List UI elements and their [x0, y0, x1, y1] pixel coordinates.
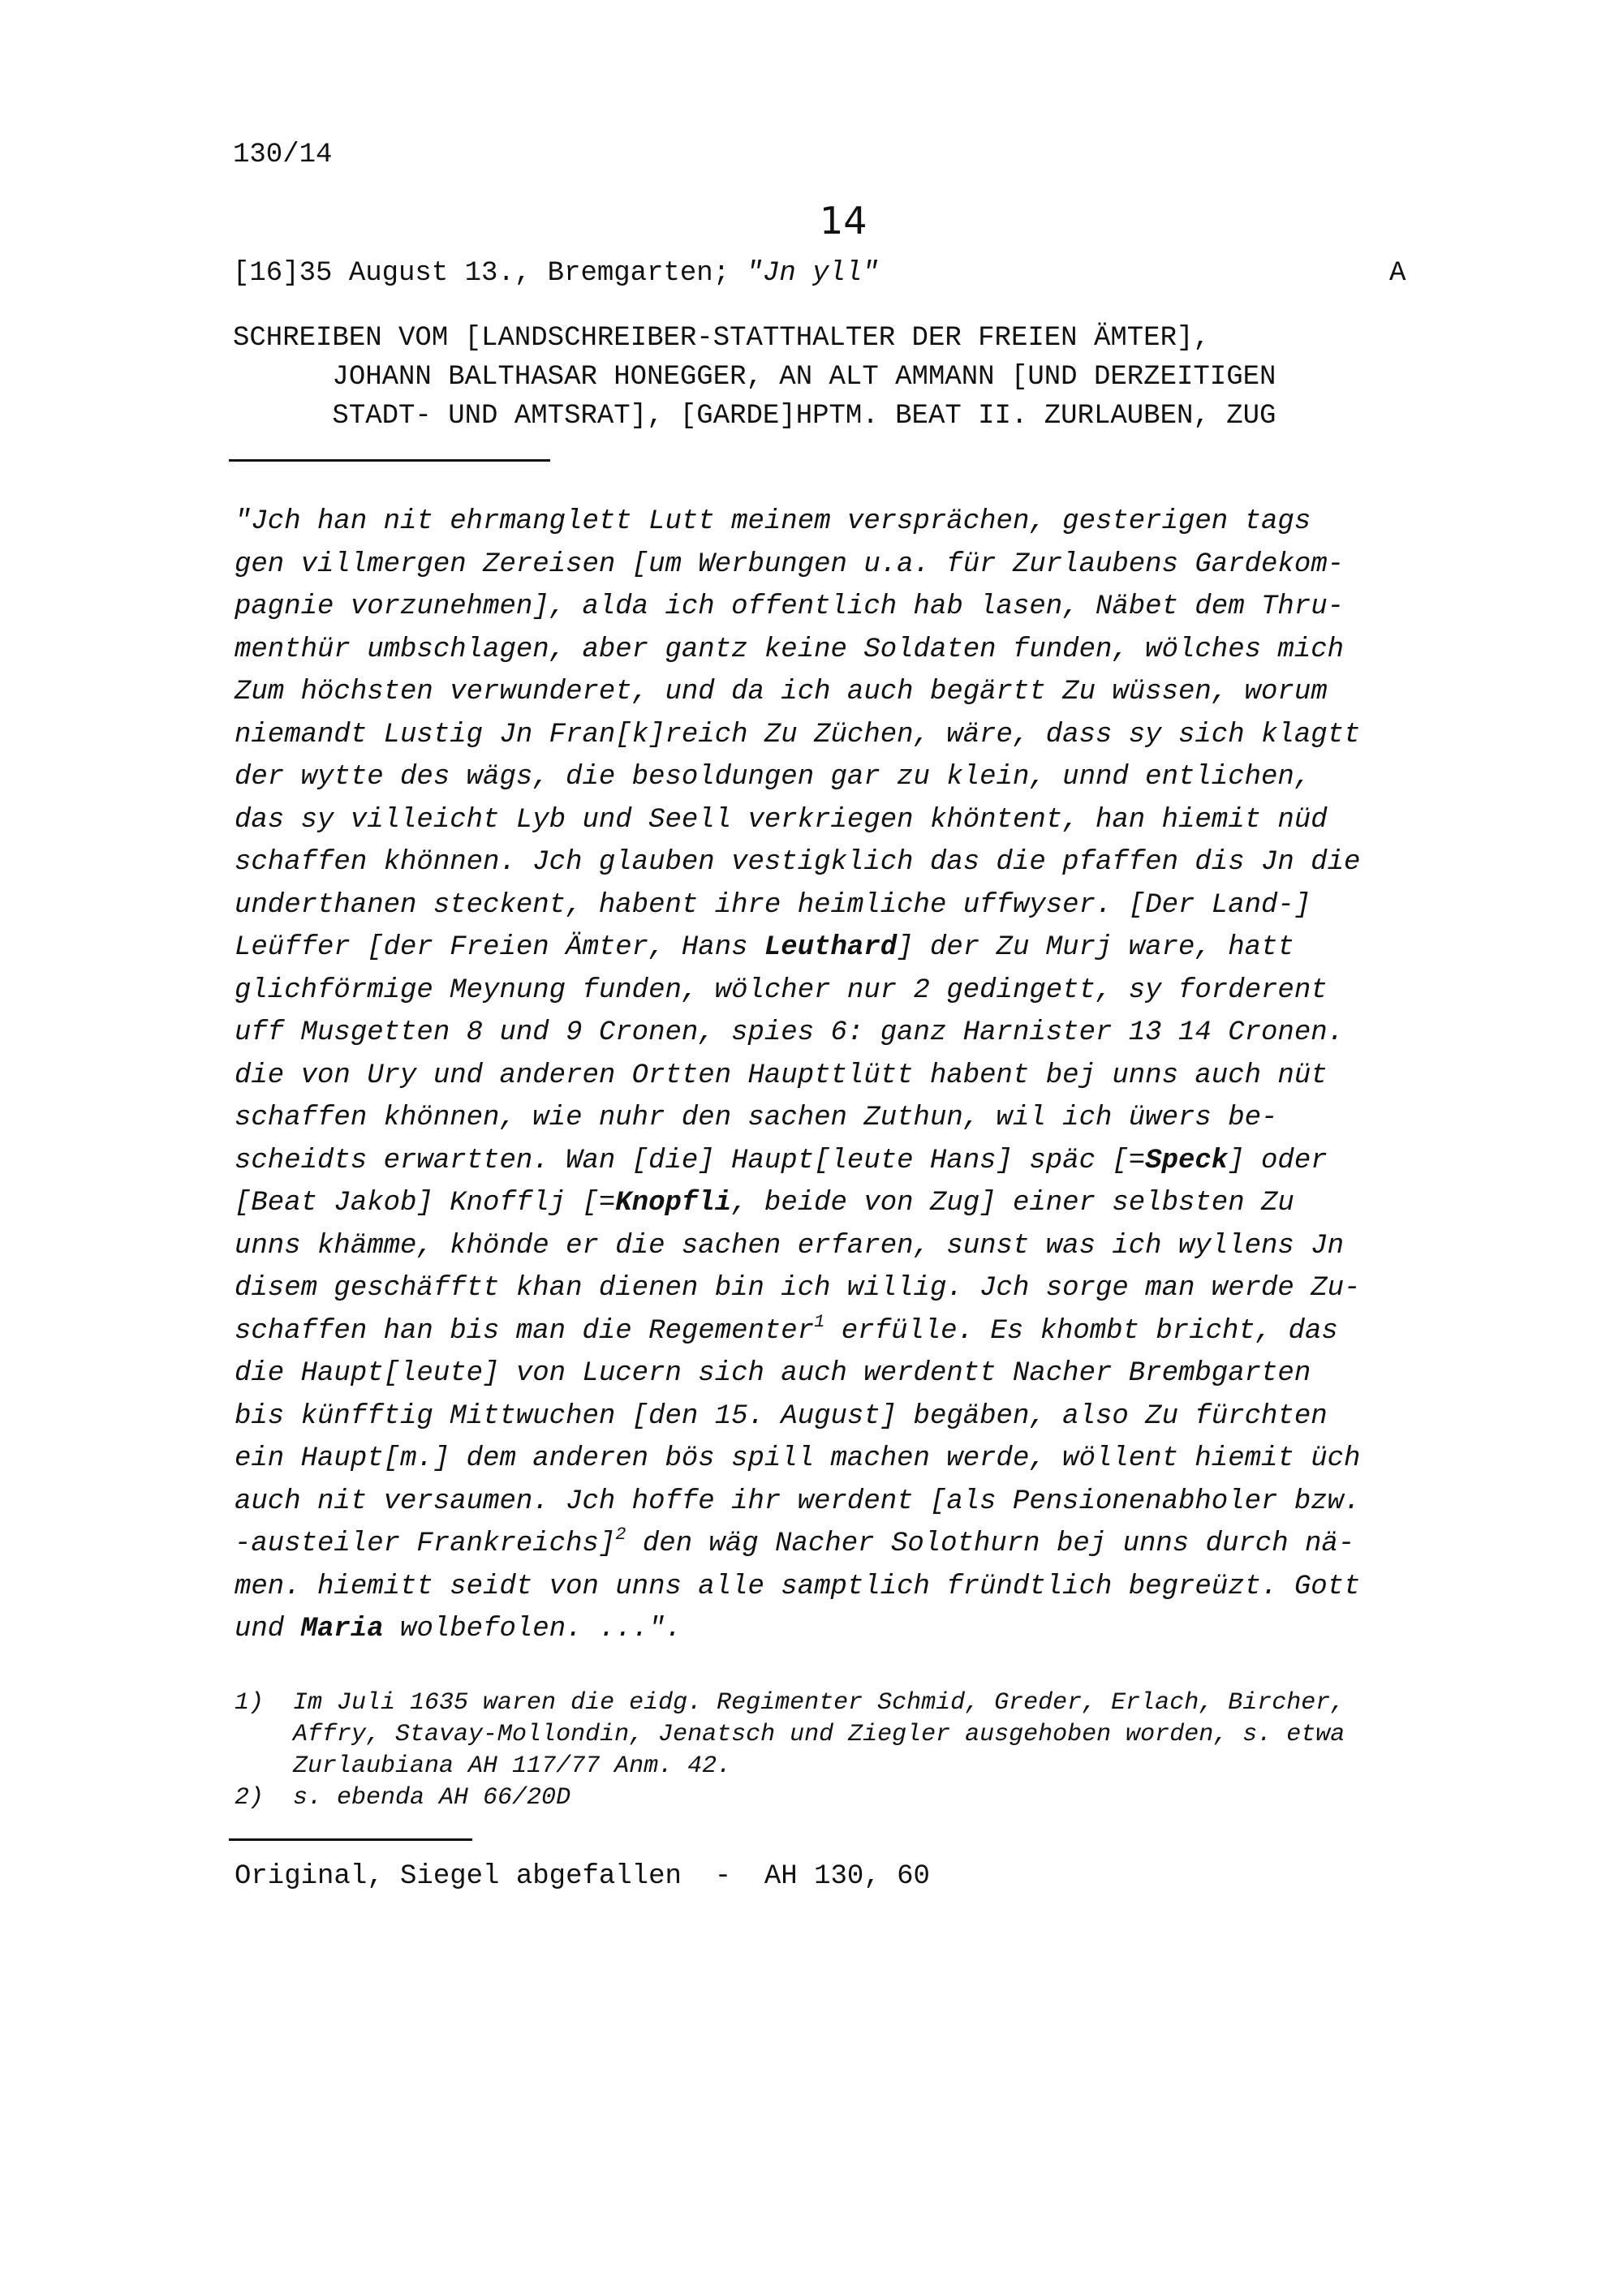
- footnote-ref[interactable]: 1: [814, 1311, 825, 1332]
- body-line: [235, 1523, 1360, 1566]
- body-line: underthanen steckent, habent ihre heimliche uffwyser. [Der Land-]: [235, 889, 1311, 921]
- body-line: uff Musgetten 8 und 9 Cronen, spies 6: ganz Harnister 13 14 Cronen.: [235, 1017, 1345, 1048]
- incipit: "Jn yll": [746, 258, 879, 289]
- body-line-text: wolbefolen. ...".: [383, 1614, 682, 1645]
- title-line: SCHREIBEN VOM [LANDSCHREIBER-STATTHALTER DER FREIEN ÄMTER],: [233, 323, 1210, 354]
- body-line-text: und: [235, 1614, 301, 1645]
- source-divider: [229, 1838, 472, 1841]
- body-line: die Haupt[leute] von Lucern sich auch werdentt Nacher Brembgarten: [235, 1358, 1311, 1389]
- date-line: [233, 258, 879, 289]
- bold-name: Leuthard: [764, 932, 898, 963]
- body-line: bis künfftig Mittwuchen [den 15. August] begäben, also Zu fürchten: [235, 1400, 1328, 1432]
- body-line: schaffen khönnen. Jch glauben vestigklich das die pfaffen dis Jn die: [235, 847, 1361, 878]
- body-line-text: ] oder: [1228, 1145, 1328, 1176]
- footnotes: [235, 1688, 1345, 1814]
- document-title: [233, 319, 1276, 436]
- body-line-text: schaffen han bis man die Regementer: [235, 1315, 815, 1347]
- body-line-text: -austeiler Frankreichs]: [235, 1529, 616, 1559]
- footnote-line: Affry, Stavay-Mollondin, Jenatsch und Ziegler ausgehoben worden, s. etwa: [235, 1721, 1345, 1748]
- date-place: [16]35 August 13., Bremgarten;: [233, 258, 730, 289]
- footnote-line: 2) s. ebenda AH 66/20D: [235, 1784, 571, 1812]
- body-line: gen villmergen Zereisen [um Werbungen u.a. für Zurlaubens Gardekom-: [235, 548, 1345, 580]
- body-line: das sy villeicht Lyb und Seell verkriegen khöntent, han hiemit nüd: [235, 804, 1328, 836]
- footnote-line: 1) Im Juli 1635 waren die eidg. Regimenter Schmid, Greder, Erlach, Bircher,: [235, 1689, 1345, 1717]
- document-number: 14: [820, 199, 867, 243]
- body-line: [235, 1140, 1360, 1183]
- body-line: [235, 1608, 1360, 1651]
- body-line: menthür umbschlagen, aber gantz keine Soldaten funden, wölches mich: [235, 634, 1345, 665]
- body-line: [235, 1310, 1360, 1353]
- body-line-text: ] der Zu Murj ware, hatt: [897, 932, 1294, 963]
- body-line-text: [Beat Jakob] Knofflj [=: [235, 1188, 616, 1219]
- letter-body: [235, 501, 1360, 1651]
- bold-name: Knopfli: [615, 1188, 732, 1219]
- footnote-line: Zurlaubiana AH 117/77 Anm. 42.: [235, 1752, 732, 1780]
- title-divider: [229, 459, 550, 462]
- reference-number: 130/14: [233, 140, 333, 170]
- body-line: auch nit versaumen. Jch hoffe ihr werdent [als Pensionenabholer bzw.: [235, 1486, 1361, 1517]
- footnote-ref[interactable]: 2: [615, 1524, 626, 1545]
- body-line: schaffen khönnen, wie nuhr den sachen Zuthun, wil ich üwers be-: [235, 1103, 1278, 1133]
- title-line: STADT- UND AMTSRAT], [GARDE]HPTM. BEAT II. ZURLAUBEN, ZUG: [233, 401, 1276, 432]
- body-line: niemandt Lustig Jn Fran[k]reich Zu Züchen, wäre, dass sy sich klagtt: [235, 719, 1361, 750]
- body-line-text: , beide von Zug] einer selbsten Zu: [731, 1188, 1294, 1219]
- version-letter: A: [1389, 258, 1406, 289]
- bold-name: Speck: [1145, 1145, 1229, 1176]
- body-line: men. hiemitt seidt von unns alle samptlich fründtlich begreüzt. Gott: [235, 1571, 1361, 1602]
- body-line: der wytte des wägs, die besoldungen gar zu klein, unnd entlichen,: [235, 762, 1311, 793]
- body-line: disem geschäfftt khan dienen bin ich willig. Jch sorge man werde Zu-: [235, 1273, 1361, 1304]
- body-line: glichförmige Meynung funden, wölcher nur 2 gedingett, sy forderent: [235, 974, 1328, 1006]
- body-line: "Jch han nit ehrmanglett Lutt meinem versprächen, gesterigen tags: [235, 506, 1311, 537]
- bold-name: Maria: [300, 1614, 384, 1645]
- title-line: JOHANN BALTHASAR HONEGGER, AN ALT AMMANN [UND DERZEITIGEN: [233, 362, 1276, 393]
- body-line-text: erfülle. Es khombt bricht, das: [824, 1315, 1338, 1347]
- body-line: die von Ury und anderen Ortten Haupttlütt habent bej unns auch nüt: [235, 1060, 1328, 1091]
- body-line: Zum höchsten verwunderet, und da ich auch begärtt Zu wüssen, worum: [235, 677, 1328, 707]
- body-line: [235, 1182, 1360, 1225]
- body-line: pagnie vorzunehmen], alda ich offentlich hab lasen, Näbet dem Thru-: [235, 591, 1345, 622]
- body-line-text: Leüffer [der Freien Ämter, Hans: [235, 932, 764, 963]
- body-line-text: scheidts erwartten. Wan [die] Haupt[leute Hans] späc [=: [235, 1145, 1146, 1176]
- body-line-text: den wäg Nacher Solothurn bej unns durch nä-: [626, 1529, 1355, 1559]
- body-line: [235, 927, 1360, 970]
- body-line: unns khämme, khönde er die sachen erfaren, sunst was ich wyllens Jn: [235, 1230, 1345, 1262]
- source-note: Original, Siegel abgefallen - AH 130, 60: [235, 1861, 930, 1892]
- body-line: ein Haupt[m.] dem anderen bös spill machen werde, wöllent hiemit üch: [235, 1443, 1361, 1474]
